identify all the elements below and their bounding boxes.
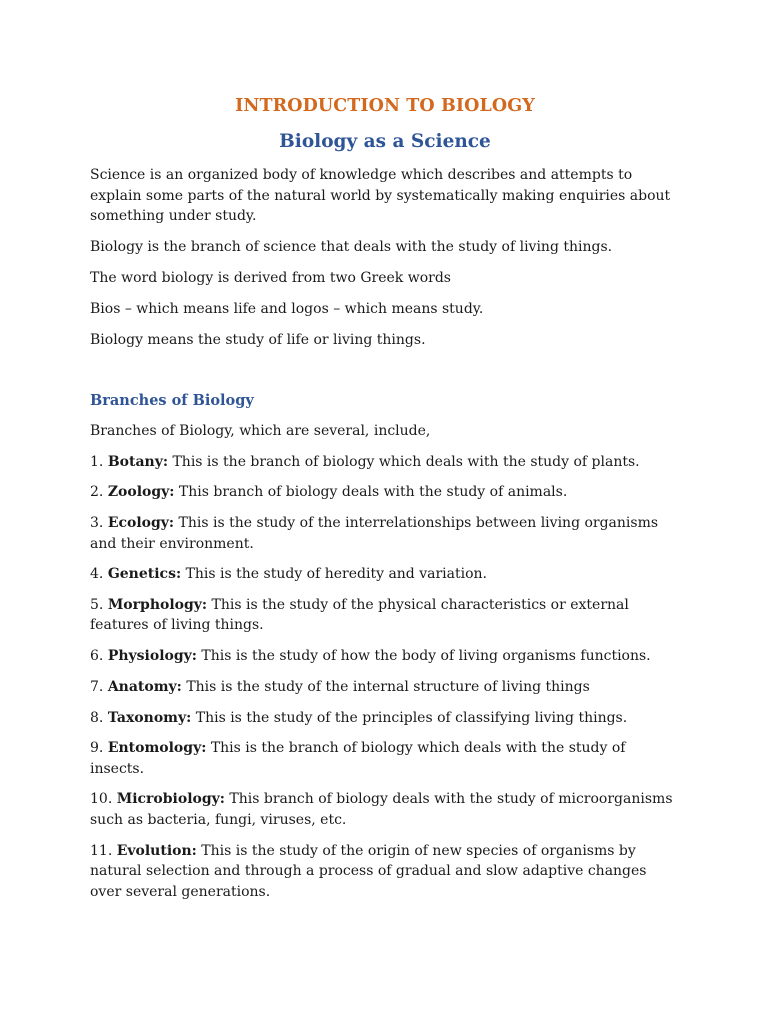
branch-item: [90, 595, 680, 636]
branch-term: Taxonomy:: [107, 709, 192, 726]
branch-number: 1.: [90, 453, 104, 470]
branch-item: [90, 564, 680, 585]
branch-term: Evolution:: [116, 842, 197, 859]
branch-item: [90, 452, 680, 473]
branch-description: This is the study of the physical characteristics or external features of living things.: [90, 596, 629, 634]
branch-description: This is the study of the interrelationships between living organisms and their environment.: [90, 515, 659, 552]
branch-description: This is the study of the principles of classifying living things.: [195, 709, 628, 726]
intro-paragraph: Biology means the study of life or living things.: [90, 332, 426, 348]
branches-heading: Branches of Biology: [90, 391, 254, 409]
branch-term: Entomology:: [107, 740, 207, 757]
branch-number: 6.: [90, 648, 104, 665]
branch-description: This branch of biology deals with the study of microorganisms such as bacteria, fungi, viruses, etc.: [90, 791, 673, 828]
branch-number: 5.: [90, 596, 104, 613]
intro-paragraph: Science is an organized body of knowledge which describes and attempts to explain some parts of the natural world by systematically making enquiries about something under study.: [90, 167, 671, 224]
branch-item: [90, 482, 680, 503]
branch-description: This is the study of heredity and variation.: [185, 566, 487, 583]
branch-number: 4.: [90, 566, 104, 583]
intro-paragraph: Biology is the branch of science that deals with the study of living things.: [90, 239, 613, 255]
page-subtitle: Biology as a Science: [279, 131, 491, 152]
branch-term: Botany:: [107, 453, 169, 470]
branch-term: Anatomy:: [107, 678, 182, 695]
branch-number: 10.: [90, 791, 113, 808]
branch-term: Physiology:: [107, 648, 197, 665]
branch-item: [90, 841, 680, 903]
branch-description: This is the study of how the body of living organisms functions.: [201, 648, 651, 665]
branch-description: This is the branch of biology which deals with the study of insects.: [90, 740, 626, 777]
branch-item: [90, 789, 680, 830]
branch-term: Morphology:: [107, 596, 208, 613]
branches-list: [90, 452, 680, 902]
branch-number: 7.: [90, 678, 104, 695]
branch-term: Zoology:: [107, 484, 175, 501]
branch-item: [90, 677, 680, 698]
branch-number: 3.: [90, 515, 104, 532]
branch-number: 2.: [90, 484, 104, 501]
page-title: INTRODUCTION TO BIOLOGY: [235, 96, 535, 116]
branch-term: Genetics:: [107, 566, 182, 583]
branch-number: 8.: [90, 709, 104, 726]
branch-item: [90, 708, 680, 729]
branch-description: This is the study of the origin of new species of organisms by natural selection and through a process of gradual and slow adaptive changes over several generations.: [90, 842, 647, 900]
branch-item: [90, 738, 680, 779]
document-page: [90, 92, 680, 902]
branch-description: This is the study of the internal structure of living things: [186, 678, 590, 695]
branch-number: 11.: [90, 842, 113, 859]
branch-description: This branch of biology deals with the study of animals.: [178, 484, 568, 501]
branches-intro: Branches of Biology, which are several, include,: [90, 423, 431, 439]
branch-item: [90, 646, 680, 667]
intro-paragraph: Bios – which means life and logos – which means study.: [90, 301, 484, 317]
intro-paragraph: The word biology is derived from two Greek words: [90, 270, 451, 286]
branch-number: 9.: [90, 740, 104, 757]
branch-item: [90, 513, 680, 554]
branch-term: Ecology:: [107, 515, 175, 532]
branch-description: This is the branch of biology which deals with the study of plants.: [172, 453, 640, 470]
branch-term: Microbiology:: [116, 791, 225, 808]
